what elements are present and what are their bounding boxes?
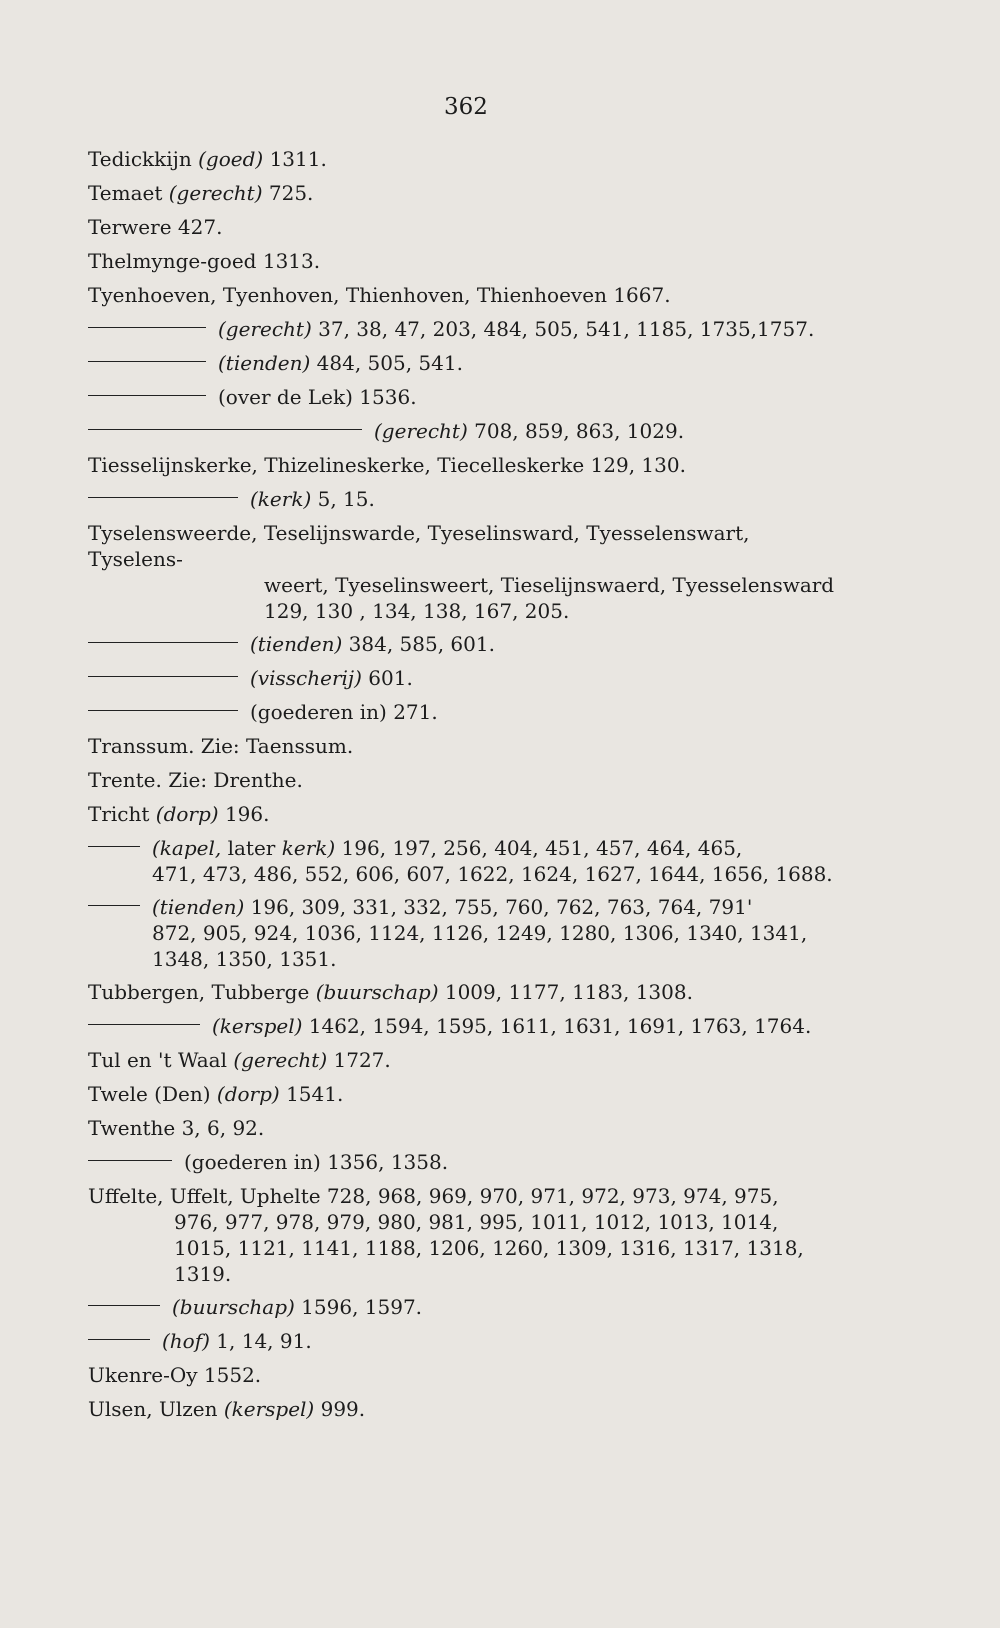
index-subentry	[88, 835, 848, 887]
entry-note: (goederen in)	[250, 700, 387, 724]
index-subentry	[88, 1013, 848, 1040]
entry-note: (kerspel)	[223, 1397, 315, 1421]
index-entry	[88, 1047, 848, 1074]
entry-refs: 1536.	[359, 385, 417, 409]
index-subentry	[88, 1149, 848, 1176]
entry-line: 471, 473, 486, 552, 606, 607, 1622, 1624, 1627, 1644, 1656, 1688.	[152, 862, 833, 886]
entry-refs: 601.	[368, 666, 413, 690]
entry-refs: 1356, 1358.	[327, 1150, 449, 1174]
entry-refs: 1313.	[262, 249, 321, 273]
entry-refs: 384, 585, 601.	[348, 632, 495, 656]
index-entry	[88, 248, 848, 275]
entry-note: (goederen in)	[184, 1150, 321, 1174]
entry-line: 1348, 1350, 1351.	[152, 947, 337, 971]
entry-refs: 5, 15.	[317, 487, 375, 511]
index-entry	[88, 452, 848, 479]
entry-line: Tyselensweerde, Teselijnswarde, Tyeselinsward, Tyesselenswart, Tyselens-	[88, 521, 750, 571]
entry-refs: 725.	[268, 181, 314, 205]
entry-refs: 999.	[320, 1397, 366, 1421]
entry-head: Tul en 't Waal	[88, 1048, 228, 1072]
entry-line	[88, 835, 848, 861]
entry-note: (tienden)	[152, 895, 245, 919]
entry-refs: 1311.	[269, 147, 327, 171]
entry-head: Transsum. Zie: Taenssum.	[88, 734, 354, 758]
entry-refs: 129, 130.	[590, 453, 686, 477]
entry-note: kerk)	[281, 836, 336, 860]
repeat-dash	[88, 1305, 160, 1306]
entry-refs: 1541.	[286, 1082, 344, 1106]
index-subentry	[88, 894, 848, 972]
entry-refs: 1, 14, 91.	[216, 1329, 312, 1353]
index-entry	[88, 520, 848, 624]
repeat-dash	[88, 905, 140, 906]
page-number: 362	[444, 94, 488, 120]
index-entry	[88, 1081, 848, 1108]
entry-note: (tienden)	[250, 632, 343, 656]
entry-head: Tiesselijnskerke, Thizelineskerke, Tiecelleskerke	[88, 453, 585, 477]
entry-note: (over de Lek)	[218, 385, 353, 409]
entry-refs: 1462, 1594, 1595, 1611, 1631, 1691, 1763, 1764.	[308, 1014, 812, 1038]
entry-refs: 1596, 1597.	[301, 1295, 423, 1319]
entry-note: (goed)	[198, 147, 264, 171]
index-subentry	[88, 631, 848, 658]
entry-refs: 196, 197, 256, 404, 451, 457, 464, 465,	[341, 836, 743, 860]
repeat-dash	[88, 429, 362, 430]
entry-line: Uffelte, Uffelt, Uphelte 728, 968, 969, 970, 971, 972, 973, 974, 975,	[88, 1184, 779, 1208]
index-entry	[88, 1183, 848, 1287]
entry-head: Ulsen, Ulzen	[88, 1397, 218, 1421]
index-entry	[88, 214, 848, 241]
repeat-dash	[88, 1160, 172, 1161]
index-entry	[88, 282, 848, 309]
entry-note: (visscherij)	[250, 666, 362, 690]
repeat-dash	[88, 1024, 200, 1025]
index-subentry	[88, 418, 848, 445]
index-entry	[88, 146, 848, 173]
index-entry	[88, 180, 848, 207]
repeat-dash	[88, 676, 238, 677]
entry-head: Terwere	[88, 215, 172, 239]
entry-note: (dorp)	[216, 1082, 280, 1106]
entry-refs: 3, 6, 92.	[181, 1116, 265, 1140]
entry-head: Twele (Den)	[88, 1082, 211, 1106]
index-subentry	[88, 665, 848, 692]
entry-line: 129, 130 , 134, 138, 167, 205.	[264, 599, 570, 623]
entry-head: Thelmynge-goed	[88, 249, 257, 273]
entry-refs: 271.	[393, 700, 438, 724]
entry-note-connector: later	[227, 836, 276, 860]
repeat-dash	[88, 710, 238, 711]
entry-note: (tienden)	[218, 351, 311, 375]
index-entry	[88, 767, 848, 794]
index-subentry	[88, 350, 848, 377]
entry-note: (dorp)	[155, 802, 219, 826]
entry-note: (gerecht)	[233, 1048, 328, 1072]
entry-refs: 1009, 1177, 1183, 1308.	[444, 980, 693, 1004]
entry-head: Ukenre-Oy	[88, 1363, 198, 1387]
entry-head: Tricht	[88, 802, 150, 826]
entry-refs: 1667.	[613, 283, 671, 307]
entry-line: 1015, 1121, 1141, 1188, 1206, 1260, 1309, 1316, 1317, 1318, 1319.	[174, 1236, 804, 1286]
index-subentry	[88, 1294, 848, 1321]
entry-refs: 708, 859, 863, 1029.	[474, 419, 685, 443]
entry-note: (kerk)	[250, 487, 312, 511]
entry-line: 976, 977, 978, 979, 980, 981, 995, 1011, 1012, 1013, 1014,	[174, 1210, 779, 1234]
entry-head: Tyenhoeven, Tyenhoven, Thienhoven, Thienhoeven	[88, 283, 607, 307]
entry-refs: 427.	[177, 215, 223, 239]
entry-line: weert, Tyeselinsweert, Tieselijnswaerd, Tyesselensward	[264, 573, 835, 597]
entry-note: (buurschap)	[172, 1295, 295, 1319]
index-subentry	[88, 384, 848, 411]
index-subentry	[88, 699, 848, 726]
entry-line: 872, 905, 924, 1036, 1124, 1126, 1249, 1280, 1306, 1340, 1341,	[152, 921, 808, 945]
entry-note: (hof)	[162, 1329, 210, 1353]
entry-refs: 484, 505, 541.	[316, 351, 463, 375]
entry-note: (gerecht)	[218, 317, 312, 341]
entry-head: Twenthe	[88, 1116, 176, 1140]
entry-refs: 1727.	[333, 1048, 391, 1072]
entry-head: Temaet	[88, 181, 163, 205]
entry-head: Trente. Zie: Drenthe.	[88, 768, 303, 792]
entry-refs: 37, 38, 47, 203, 484, 505, 541, 1185, 1735,1757.	[318, 317, 815, 341]
entry-refs: 196, 309, 331, 332, 755, 760, 762, 763, 764, 791'	[250, 895, 753, 919]
entry-refs: 196.	[224, 802, 270, 826]
entry-note: (kapel,	[152, 836, 222, 860]
repeat-dash	[88, 846, 140, 847]
index-entries	[88, 146, 848, 1430]
repeat-dash	[88, 395, 206, 396]
repeat-dash	[88, 497, 238, 498]
entry-note: (gerecht)	[374, 419, 468, 443]
index-entry	[88, 1362, 848, 1389]
entry-refs: 1552.	[203, 1363, 262, 1387]
entry-head: Tedickkijn	[88, 147, 192, 171]
index-entry	[88, 1396, 848, 1423]
entry-line	[88, 894, 848, 920]
entry-note: (kerspel)	[212, 1014, 303, 1038]
repeat-dash	[88, 361, 206, 362]
index-entry	[88, 801, 848, 828]
entry-note: (buurschap)	[315, 980, 439, 1004]
repeat-dash	[88, 1339, 150, 1340]
index-subentry	[88, 1328, 848, 1355]
repeat-dash	[88, 642, 238, 643]
index-subentry	[88, 486, 848, 513]
index-entry	[88, 733, 848, 760]
entry-head: Tubbergen, Tubberge	[88, 980, 310, 1004]
repeat-dash	[88, 327, 206, 328]
index-entry	[88, 979, 848, 1006]
index-subentry	[88, 316, 848, 343]
entry-note: (gerecht)	[168, 181, 263, 205]
index-entry	[88, 1115, 848, 1142]
